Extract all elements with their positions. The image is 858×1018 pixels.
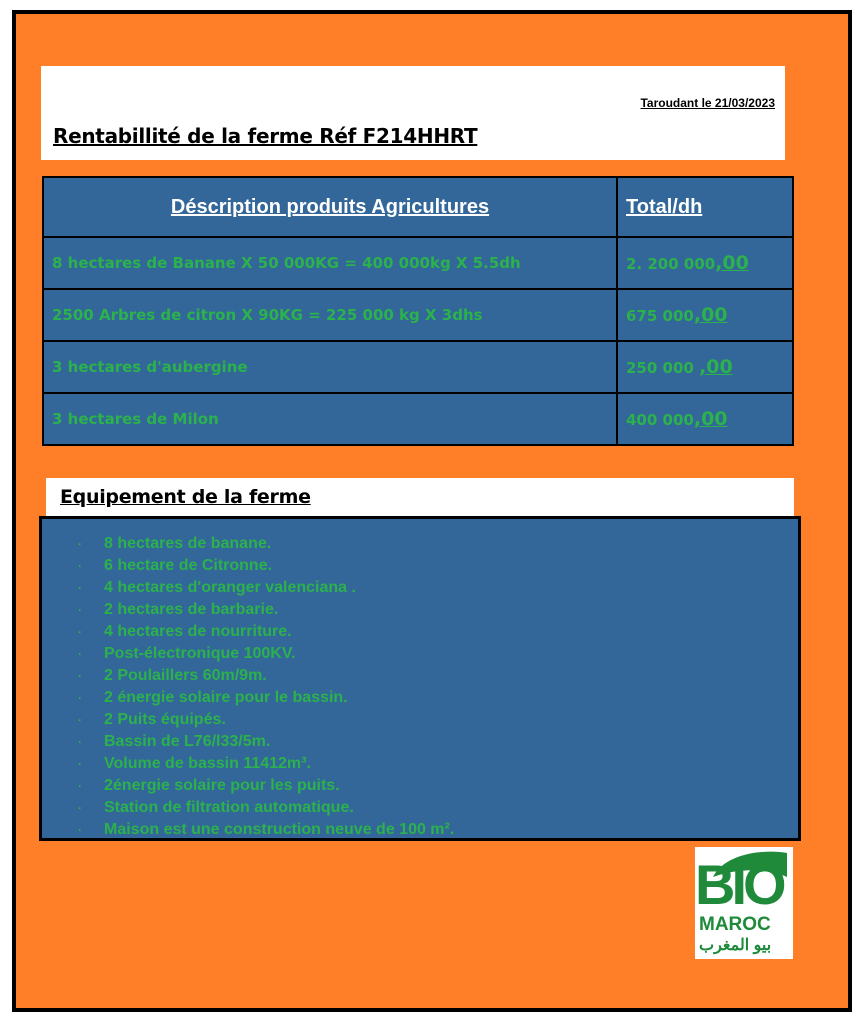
row-description: 8 hectares de Banane X 50 000KG = 400 000kg X 5.5dh: [43, 237, 617, 289]
logo-text: BIO: [695, 853, 783, 916]
bullet-icon: ·: [78, 801, 82, 815]
list-item: [78, 797, 798, 819]
list-item-text: 2 énergie solaire pour le bassin.: [104, 689, 348, 706]
bullet-icon: ·: [78, 537, 82, 551]
bullet-icon: ·: [78, 647, 82, 661]
list-item: [78, 819, 798, 841]
list-item-text: 4 hectares d'oranger valenciana .: [104, 579, 356, 596]
row-description: 2500 Arbres de citron X 90KG = 225 000 kg X 3dhs: [43, 289, 617, 341]
bio-maroc-logo: [695, 847, 793, 959]
row-cents: ,00: [693, 408, 728, 430]
equipment-heading-box: [46, 478, 794, 516]
row-amount: 675 000: [626, 307, 694, 325]
list-item: [78, 621, 798, 643]
bullet-icon: ·: [78, 559, 82, 573]
bullet-icon: ·: [78, 603, 82, 617]
list-item: [78, 577, 798, 599]
column-header-total: Total/dh: [617, 177, 793, 237]
list-item-text: 2 Poulaillers 60m/9m.: [104, 667, 267, 684]
bullet-icon: ·: [78, 779, 82, 793]
list-item: [78, 643, 798, 665]
revenue-table: [42, 176, 794, 446]
list-item-text: 6 hectare de Citronne.: [104, 557, 273, 574]
list-item: [78, 599, 798, 621]
list-item-text: 8 hectares de banane.: [104, 535, 272, 552]
document-date: Taroudant le 21/03/2023: [640, 96, 775, 110]
page-title: Rentabillité de la ferme Réf F214HHRT: [53, 124, 478, 148]
list-item: [78, 687, 798, 709]
bullet-icon: ·: [78, 669, 82, 683]
table-row: [43, 393, 793, 445]
list-item-text: Bassin de L76/l33/5m.: [104, 733, 271, 750]
row-total: [617, 341, 793, 393]
bullet-icon: ·: [78, 713, 82, 727]
logo-arabic-text: بيو المغرب: [699, 937, 772, 954]
list-item-text: Volume de bassin 11412m³.: [104, 755, 311, 772]
equipment-list-box: [39, 516, 801, 841]
bullet-icon: ·: [78, 823, 82, 837]
bullet-icon: ·: [78, 625, 82, 639]
list-item: [78, 753, 798, 775]
row-cents: ,00: [693, 304, 728, 326]
bullet-icon: ·: [78, 757, 82, 771]
row-amount: 250 000: [626, 359, 694, 377]
list-item-text: Station de filtration automatique.: [104, 799, 354, 816]
table-header-row: [43, 177, 793, 237]
list-item-text: 2 hectares de barbarie.: [104, 601, 279, 618]
list-item: [78, 555, 798, 577]
list-item-text: Maison est une construction neuve de 100 m².: [104, 821, 455, 838]
list-item: [78, 533, 798, 555]
logo-subtext: MAROC: [699, 914, 771, 935]
row-amount: 2. 200 000: [626, 255, 716, 273]
list-item: [78, 709, 798, 731]
list-item: [78, 665, 798, 687]
table-row: [43, 341, 793, 393]
bullet-icon: ·: [78, 581, 82, 595]
column-header-description: Déscription produits Agricultures: [43, 177, 617, 237]
row-total: [617, 393, 793, 445]
row-cents: ,00: [715, 252, 749, 274]
row-description: 3 hectares de Milon: [43, 393, 617, 445]
table-row: [43, 237, 793, 289]
equipment-heading: Equipement de la ferme: [60, 486, 311, 508]
list-item: [78, 775, 798, 797]
table-row: [43, 289, 793, 341]
row-amount: 400 000: [626, 411, 694, 429]
bullet-icon: ·: [78, 735, 82, 749]
row-description: 3 hectares d'aubergine: [43, 341, 617, 393]
equipment-list: [42, 519, 798, 841]
document-header: [41, 66, 785, 160]
list-item-text: 2 Puits équipés.: [104, 711, 226, 728]
bullet-icon: ·: [78, 691, 82, 705]
row-cents: ,00: [699, 356, 733, 378]
row-total: [617, 289, 793, 341]
list-item-text: 4 hectares de nourriture.: [104, 623, 292, 640]
list-item: [78, 731, 798, 753]
list-item-text: 2énergie solaire pour les puits.: [104, 777, 340, 794]
list-item-text: Post-électronique 100KV.: [104, 645, 296, 662]
row-total: [617, 237, 793, 289]
